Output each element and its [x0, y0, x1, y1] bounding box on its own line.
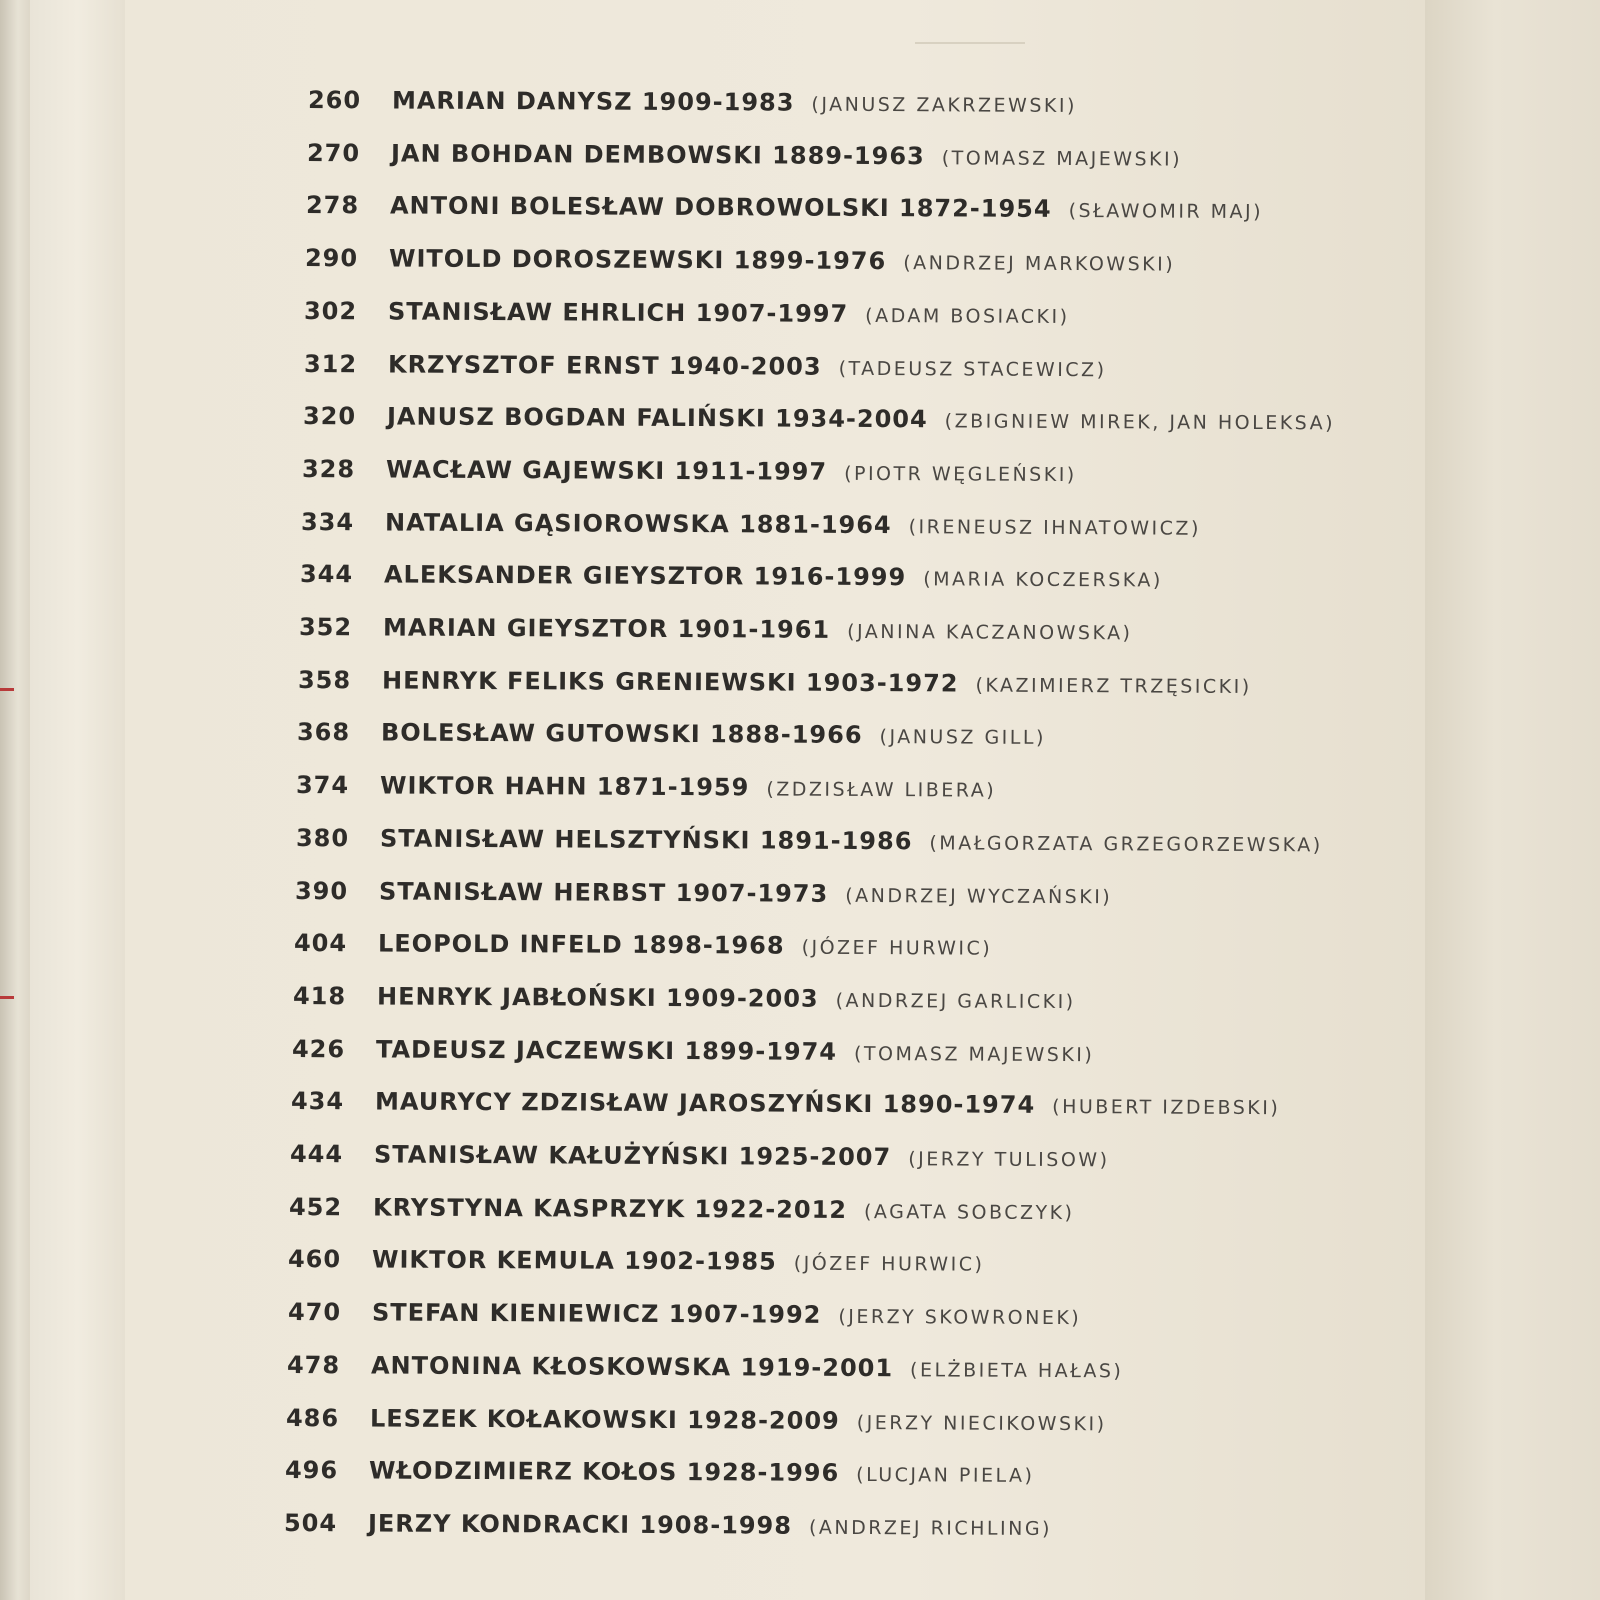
- entry-author: (LUCJAN PIELA): [856, 1464, 1035, 1488]
- entry-title: WITOLD DOROSZEWSKI 1899-1976: [389, 244, 887, 276]
- entry-page-number: 452: [289, 1192, 343, 1221]
- entry-author: (TADEUSZ STACEWICZ): [838, 357, 1107, 381]
- toc-entry: [295, 877, 1112, 917]
- entry-author: (JANINA KACZANOWSKA): [847, 620, 1133, 645]
- toc-entry: [295, 824, 1322, 865]
- entry-page-number: 486: [285, 1403, 339, 1432]
- entry-author: (SŁAWOMIR MAJ): [1068, 200, 1264, 224]
- entry-page-number: 380: [295, 823, 349, 853]
- entry-page-number: 260: [307, 86, 362, 115]
- entry-author: (MARIA KOCZERSKA): [923, 568, 1163, 592]
- entry-title: KRZYSZTOF ERNST 1940-2003: [387, 349, 822, 381]
- toc-entry: [285, 1456, 1035, 1496]
- entry-page-number: 302: [304, 296, 358, 326]
- entry-page-number: 470: [287, 1298, 341, 1327]
- entry-author: (KAZIMIERZ TRZĘSICKI): [975, 674, 1252, 698]
- toc-entry: [287, 1351, 1124, 1391]
- toc-entry: [303, 402, 1335, 443]
- entry-page-number: 434: [291, 1087, 345, 1116]
- entry-author: (ANDRZEJ WYCZAŃSKI): [844, 884, 1112, 908]
- entry-author: (TOMASZ MAJEWSKI): [941, 147, 1183, 171]
- toc-entry: [287, 1298, 1080, 1338]
- entry-page-number: 496: [284, 1456, 339, 1485]
- entry-title: ANTONI BOLESŁAW DOBROWOLSKI 1872-1954: [390, 191, 1052, 224]
- entry-title: JAN BOHDAN DEMBOWSKI 1889-1963: [391, 139, 925, 170]
- entry-author: (ADAM BOSIACKI): [865, 304, 1071, 328]
- entry-title: LESZEK KOŁAKOWSKI 1928-2009: [369, 1403, 840, 1435]
- entry-page-number: 278: [306, 191, 360, 220]
- toc-entry: [293, 982, 1076, 1022]
- entry-page-number: 390: [294, 876, 348, 905]
- toc-entry: [296, 771, 996, 811]
- entry-author: (ZDZISŁAW LIBERA): [766, 778, 997, 802]
- entry-page-number: 444: [290, 1140, 344, 1169]
- toc-entry: [298, 666, 1252, 707]
- entry-author: (ANDRZEJ RICHLING): [808, 1516, 1053, 1540]
- toc-entry: [305, 244, 1175, 285]
- entry-title: MARIAN GIEYSZTOR 1901-1961: [383, 613, 831, 644]
- entry-title: STANISŁAW KAŁUŻYŃSKI 1925-2007: [374, 1140, 892, 1172]
- entry-page-number: 344: [299, 560, 354, 589]
- toc-entry: [304, 297, 1070, 337]
- entry-title: MAURYCY ZDZISŁAW JAROSZYŃSKI 1890-1974: [375, 1087, 1036, 1120]
- entry-author: (JERZY TULISOW): [908, 1148, 1110, 1172]
- toc-entry: [308, 86, 1077, 126]
- entry-title: MARIAN DANYSZ 1909-1983: [391, 86, 795, 117]
- entry-title: LEOPOLD INFELD 1898-1968: [377, 929, 785, 960]
- toc-entry: [289, 1193, 1075, 1233]
- toc-entry: [299, 613, 1133, 653]
- entry-title: WIKTOR KEMULA 1902-1985: [372, 1245, 778, 1276]
- entry-page-number: 404: [293, 929, 347, 958]
- entry-title: ANTONINA KŁOSKOWSKA 1919-2001: [370, 1351, 893, 1382]
- toc-entry: [300, 560, 1163, 601]
- entry-page-number: 426: [291, 1034, 346, 1063]
- entry-author: (IRENEUSZ IHNATOWICZ): [908, 515, 1201, 540]
- toc-entry: [303, 350, 1106, 390]
- entry-page-number: 418: [292, 981, 347, 1011]
- toc-entry: [307, 139, 1182, 180]
- entry-page-number: 460: [288, 1245, 342, 1274]
- entry-title: WACŁAW GAJEWSKI 1911-1997: [385, 455, 827, 486]
- entry-title: ALEKSANDER GIEYSZTOR 1916-1999: [383, 560, 907, 592]
- entry-title: NATALIA GĄSIOROWSKA 1881-1964: [384, 508, 892, 539]
- entry-title: HENRYK FELIKS GRENIEWSKI 1903-1972: [382, 666, 959, 698]
- entry-title: TADEUSZ JACZEWSKI 1899-1974: [375, 1035, 838, 1066]
- entry-author: (JANUSZ GILL): [879, 726, 1047, 750]
- toc-entry: [297, 718, 1046, 758]
- entry-title: STEFAN KIENIEWICZ 1907-1992: [371, 1298, 822, 1329]
- entry-title: JERZY KONDRACKI 1908-1998: [367, 1509, 793, 1540]
- entry-title: BOLESŁAW GUTOWSKI 1888-1966: [381, 718, 863, 750]
- entry-author: (AGATA SOBCZYK): [864, 1200, 1075, 1224]
- entry-page-number: 328: [301, 454, 355, 484]
- entry-page-number: 352: [299, 613, 353, 642]
- entry-page-number: 504: [283, 1508, 338, 1538]
- entry-page-number: 270: [307, 138, 361, 167]
- entry-title: STANISŁAW EHRLICH 1907-1997: [388, 297, 849, 328]
- entry-page-number: 374: [296, 771, 350, 800]
- entry-author: (HUBERT IZDEBSKI): [1052, 1096, 1281, 1120]
- entry-title: STANISŁAW HELSZTYŃSKI 1891-1986: [379, 824, 913, 856]
- toc-entry: [284, 1509, 1052, 1549]
- entry-author: (ANDRZEJ MARKOWSKI): [903, 252, 1176, 276]
- entry-author: (JÓZEF HURWIC): [794, 1253, 985, 1277]
- entry-page-number: 320: [302, 402, 356, 431]
- entry-page-number: 368: [297, 718, 351, 747]
- entry-author: (JERZY SKOWRONEK): [837, 1305, 1081, 1330]
- entry-author: (JERZY NIECIKOWSKI): [856, 1411, 1107, 1435]
- entry-page-number: 334: [300, 507, 355, 536]
- toc-entry: [290, 1140, 1110, 1180]
- entry-page-number: 478: [286, 1350, 340, 1380]
- entry-page-number: 358: [298, 665, 352, 694]
- entry-title: STANISŁAW HERBST 1907-1973: [378, 876, 828, 908]
- entry-title: WIKTOR HAHN 1871-1959: [380, 771, 750, 802]
- entry-author: (JANUSZ ZAKRZEWSKI): [811, 93, 1077, 118]
- toc-entry: [294, 929, 992, 969]
- toc-entry: [288, 1245, 985, 1285]
- entry-author: (TOMASZ MAJEWSKI): [853, 1042, 1095, 1066]
- toc-entry: [302, 455, 1077, 495]
- entry-title: WŁODZIMIERZ KOŁOS 1928-1996: [368, 1456, 840, 1488]
- entry-page-number: 290: [305, 244, 359, 273]
- toc-entry: [301, 508, 1201, 549]
- toc-entry: [306, 191, 1263, 232]
- entry-author: (MAŁGORZATA GRZEGORZEWSKA): [928, 832, 1323, 857]
- toc-entry: [291, 1087, 1280, 1128]
- entry-author: (PIOTR WĘGLEŃSKI): [843, 462, 1077, 486]
- toc-entry: [292, 1035, 1095, 1075]
- entry-author: (ANDRZEJ GARLICKI): [835, 989, 1076, 1013]
- entry-title: KRYSTYNA KASPRZYK 1922-2012: [373, 1193, 848, 1224]
- entry-author: (ELŻBIETA HAŁAS): [909, 1359, 1124, 1383]
- entry-title: JANUSZ BOGDAN FALIŃSKI 1934-2004: [386, 402, 928, 434]
- entry-title: HENRYK JABŁOŃSKI 1909-2003: [376, 982, 819, 1013]
- entry-page-number: 312: [303, 349, 357, 378]
- entry-author: (JÓZEF HURWIC): [801, 936, 993, 960]
- entry-author: (ZBIGNIEW MIREK, JAN HOLEKSA): [944, 410, 1335, 435]
- toc-entry: [286, 1404, 1107, 1444]
